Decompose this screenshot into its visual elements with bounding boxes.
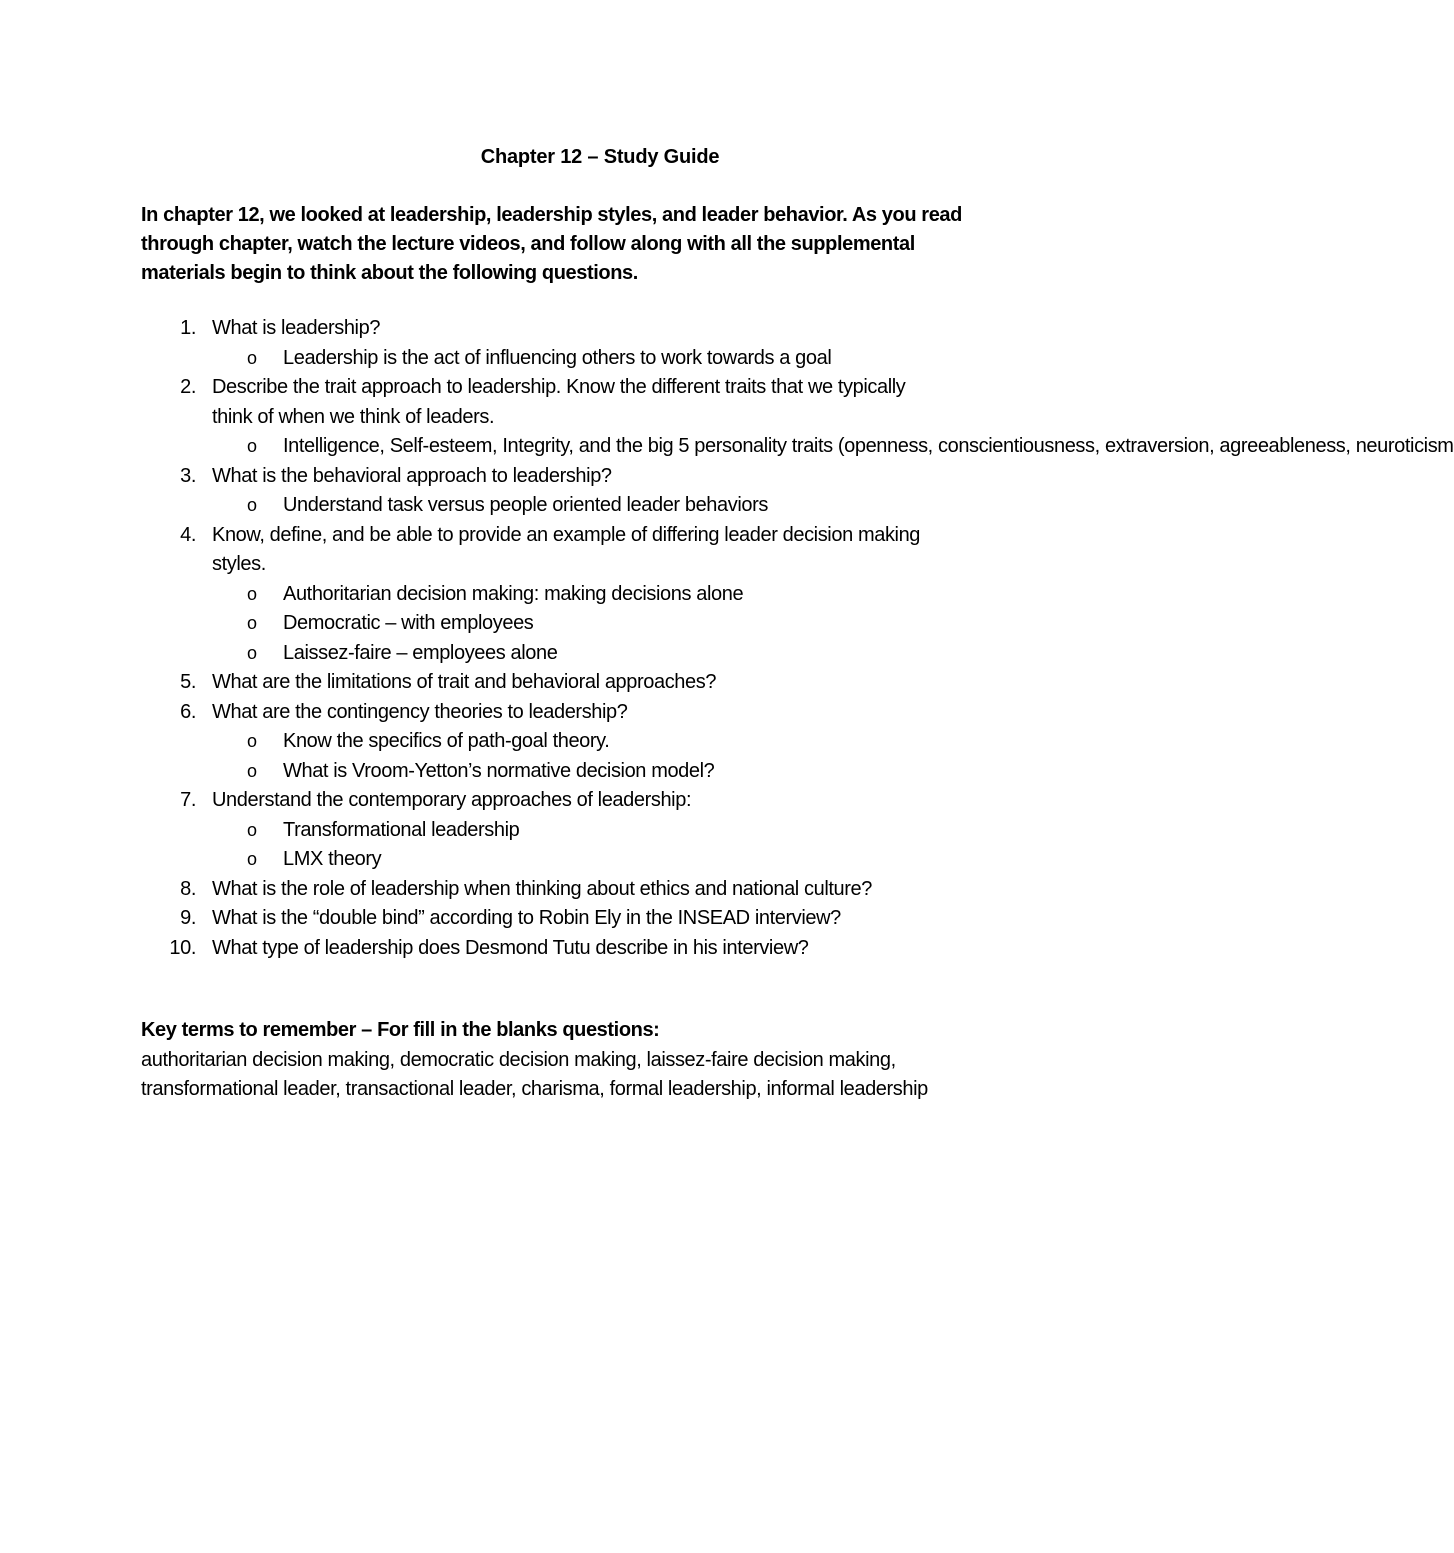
sub-bullet-item — [0, 609, 1200, 639]
sub-bullet-text: Democratic – with employees — [283, 612, 534, 634]
sub-bullet-item — [0, 757, 1200, 787]
sub-bullet-item — [0, 432, 1454, 462]
sub-bullet-text: Understand task versus people oriented leader behaviors — [283, 494, 768, 516]
sub-bullet-text: conscientiousness, extraversion, agreeableness, neuroticism — [938, 435, 1454, 457]
circle-bullet-icon: o — [247, 436, 257, 456]
sub-bullet-text: Know the specifics of path-goal theory. — [283, 730, 610, 752]
question-text: What type of leadership does Desmond Tutu describe in his interview? — [212, 936, 809, 959]
sub-bullet-text: Laissez-faire – employees alone — [283, 641, 558, 664]
sub-bullet-text: LMX theory — [283, 848, 382, 870]
intro-paragraph — [141, 201, 1061, 288]
key-terms-line: authoritarian decision making, democratic decision making, laissez-faire decision making, — [141, 1048, 896, 1071]
sub-bullet-item — [0, 727, 1200, 757]
question-text: styles. — [212, 553, 266, 575]
question-item — [0, 314, 1200, 344]
intro-line: through chapter, watch the lecture videos, and follow along with all the supplemental — [141, 233, 915, 255]
question-number: 4. — [180, 523, 196, 546]
question-item — [0, 521, 1200, 580]
key-terms-line: transformational leader, transactional leader, charisma, formal leadership, informal leadership — [141, 1078, 928, 1100]
question-number: 2. — [180, 376, 196, 398]
sub-bullet-item — [0, 491, 1200, 521]
question-text: Know, define, and be able to provide an example of differing leader decision making — [212, 523, 921, 546]
key-terms-heading: Key terms to remember – For fill in the blanks questions: — [141, 1019, 660, 1041]
key-terms-section — [141, 1016, 1141, 1105]
question-number: 10. — [169, 936, 196, 959]
intro-line: In chapter 12, we looked at leadership, leadership styles, and leader behavior. As you read — [141, 204, 962, 226]
circle-bullet-icon: o — [247, 849, 257, 869]
sub-bullet-text: Authoritarian decision making: making decisions alone — [283, 582, 744, 605]
question-item — [0, 462, 1200, 492]
question-list — [0, 314, 1454, 963]
question-item — [0, 698, 1200, 728]
circle-bullet-icon: o — [247, 642, 257, 663]
question-text: What is the “double bind” according to Robin Ely in the INSEAD interview? — [212, 907, 841, 929]
sub-bullet-text: Transformational leadership — [283, 818, 520, 841]
sub-bullet-text: Intelligence, Self-esteem, Integrity, and the big 5 personality traits (openness, — [283, 435, 933, 457]
circle-bullet-icon: o — [247, 495, 257, 515]
question-text: What is the behavioral approach to leadership? — [212, 464, 612, 487]
circle-bullet-icon: o — [247, 819, 257, 840]
circle-bullet-icon: o — [247, 583, 257, 604]
circle-bullet-icon: o — [247, 760, 257, 781]
question-text: think of when we think of leaders. — [212, 405, 495, 428]
sub-bullet-item — [0, 845, 1200, 875]
circle-bullet-icon: o — [247, 613, 257, 633]
sub-bullet-item — [0, 580, 1200, 610]
question-text: What is leadership? — [212, 317, 381, 339]
sub-bullet-item — [0, 344, 1200, 374]
question-text: What is the role of leadership when thinking about ethics and national culture? — [212, 877, 872, 900]
sub-bullet-text: Leadership is the act of influencing others to work towards a goal — [283, 346, 832, 369]
circle-bullet-icon: o — [247, 347, 257, 368]
question-number: 5. — [180, 671, 196, 693]
question-item — [0, 934, 1200, 964]
question-item — [0, 786, 1200, 816]
question-number: 6. — [180, 700, 196, 723]
page-title: Chapter 12 – Study Guide — [480, 146, 720, 168]
question-number: 8. — [180, 877, 196, 900]
question-text: What are the contingency theories to leadership? — [212, 700, 628, 723]
question-text: Describe the trait approach to leadership. Know the different traits that we typically — [212, 376, 906, 398]
question-number: 9. — [180, 907, 196, 929]
circle-bullet-icon: o — [247, 731, 257, 751]
intro-line: materials begin to think about the following questions. — [141, 262, 638, 284]
question-text: What are the limitations of trait and behavioral approaches? — [212, 671, 717, 693]
sub-bullet-item — [0, 816, 1200, 846]
question-item — [0, 668, 1200, 698]
question-number: 1. — [180, 317, 196, 339]
question-item — [0, 904, 1200, 934]
sub-bullet-item — [0, 639, 1200, 669]
question-item — [0, 373, 1200, 432]
question-item — [0, 875, 1200, 905]
question-text: Understand the contemporary approaches of leadership: — [212, 789, 692, 811]
question-number: 7. — [180, 789, 196, 811]
question-number: 3. — [180, 464, 196, 487]
sub-bullet-text: What is Vroom-Yetton’s normative decision model? — [283, 759, 715, 782]
